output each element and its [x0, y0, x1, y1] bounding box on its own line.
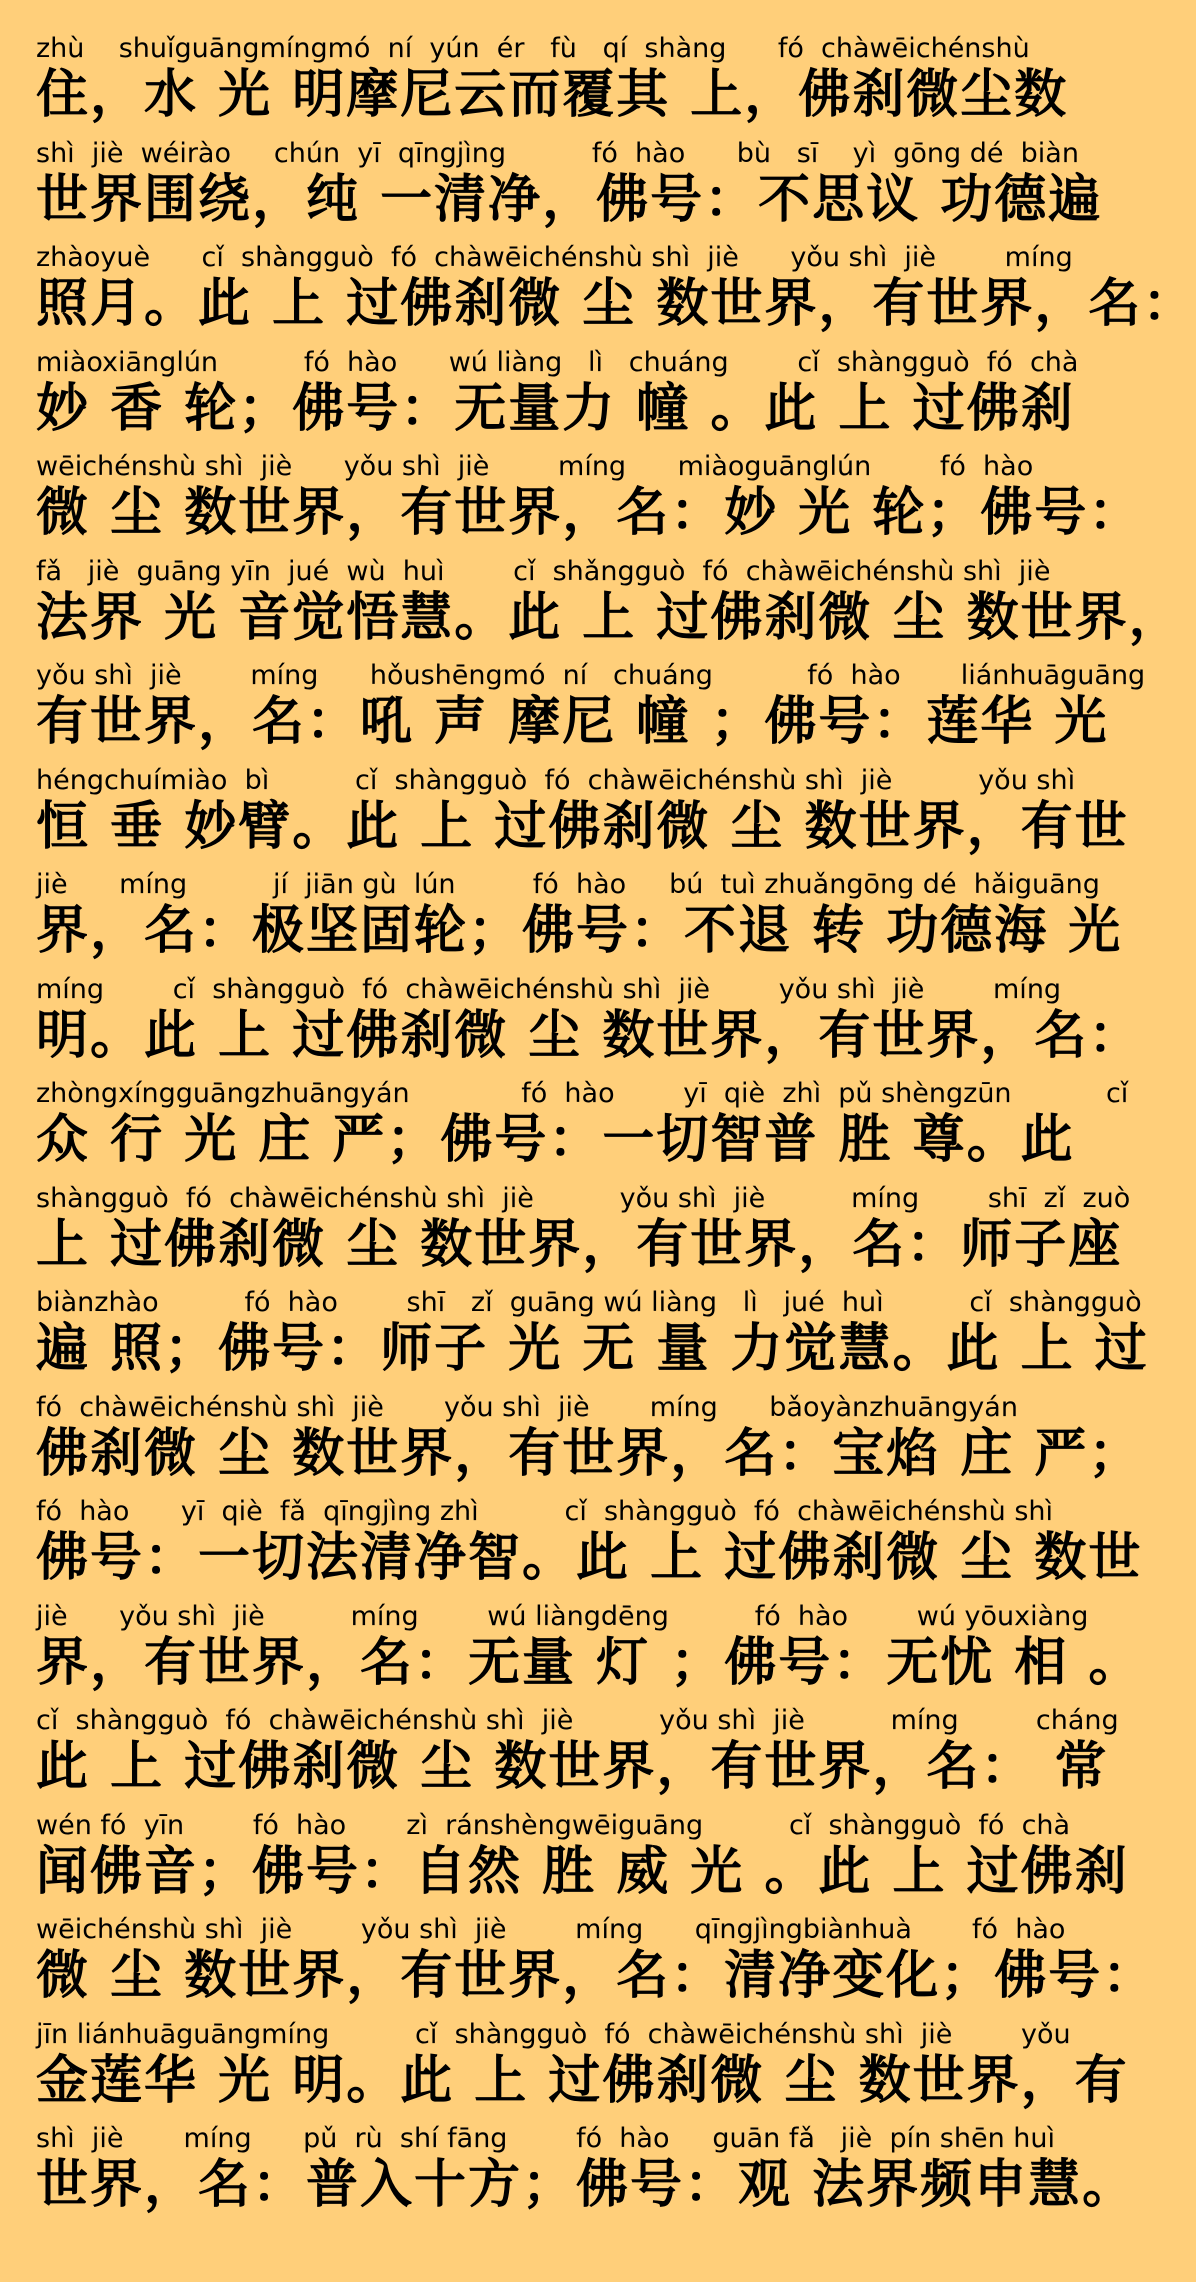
- pinyin-row: jiè yǒu shì jiè míng wú liàngdēng fó hào wú yōuxiàng: [36, 1600, 1089, 1632]
- pinyin-row: fó hào yī qiè fǎ qīngjìng zhì cǐ shàngguò fó chàwēichénshù shì: [36, 1496, 1054, 1527]
- pinyin-row: wén fó yīn fó hào zì ránshèngwēiguāng cǐ shàngguò fó chà: [36, 1809, 1071, 1841]
- hanzi-row: 妙 香 轮；佛号：无量力 幢 。此 上 过佛刹: [36, 378, 1075, 439]
- pinyin-row: míng cǐ shàngguò fó chàwēichénshù shì jiè yǒu shì jiè míng: [36, 973, 1062, 1005]
- hanzi-row: 上 过佛刹微 尘 数世界，有世界，名：师子座: [36, 1214, 1123, 1275]
- text-line: [36, 1809, 1129, 1916]
- hanzi-row: 恒 垂 妙臂。此 上 过佛刹微 尘 数世界，有世: [36, 796, 1129, 857]
- pinyin-row: biànzhào fó hào shī zǐ guāng wú liàng lì jué huì cǐ shàngguò: [36, 1287, 1142, 1318]
- text-line: [36, 451, 1143, 557]
- pinyin-row: shì jiè wéirào chún yī qīngjìng fó hào bù sī yì gōng dé biàn: [36, 137, 1079, 169]
- hanzi-row: 界，名：极坚固轮；佛号：不退 转 功德海 光: [36, 901, 1123, 961]
- hanzi-row: 众 行 光 庄 严；佛号：一切智普 胜 尊。此: [36, 1110, 1075, 1170]
- pinyin-row: miàoxiānglún fó hào wú liàng lì chuáng cǐ shàngguò fó chà: [36, 346, 1079, 378]
- hanzi-row: 有世界，名：吼 声 摩尼 幢 ；佛号：莲华 光: [36, 692, 1109, 752]
- text-line: [36, 1078, 1129, 1184]
- text-line: [36, 1496, 1143, 1602]
- text-line: [36, 33, 1069, 139]
- text-line: [36, 1182, 1131, 1289]
- hanzi-row: 法界 光 音觉悟慧。此 上 过佛刹微 尘 数世界，: [36, 587, 1183, 648]
- pinyin-row: zhù shuǐguāngmíngmó ní yún ér fù qí shàng fó chàwēichénshù: [36, 33, 1030, 64]
- hanzi-row: 微 尘 数世界，有世界，名：清净变化；佛号：: [36, 1946, 1157, 2006]
- text-line: [36, 1600, 1143, 1707]
- text-line: [36, 1705, 1119, 1811]
- pinyin-row: zhòngxíngguāngzhuāngyán fó hào yī qiè zhì pǔ shèngzūn cǐ: [36, 1078, 1129, 1109]
- hanzi-row: 佛刹微 尘 数世界，有世界，名：宝焰 庄 严；: [36, 1423, 1143, 1484]
- text-line: [36, 660, 1146, 766]
- text-line: [36, 973, 1143, 1080]
- pinyin-row: wēichénshù shì jiè yǒu shì jiè míng miàoguānglún fó hào: [36, 451, 1034, 482]
- hanzi-row: 界，有世界，名：无量 灯 ；佛号：无忧 相 。: [36, 1632, 1143, 1693]
- pinyin-row: fǎ jiè guāng yīn jué wù huì cǐ shǎngguò fó chàwēichénshù shì jiè: [36, 555, 1051, 587]
- text-line: [36, 555, 1183, 662]
- text-line: [36, 242, 1196, 348]
- pinyin-row: jiè míng jí jiān gù lún fó hào bú tuì zhuǎngōng dé hǎiguāng: [36, 869, 1100, 900]
- pinyin-row: fó chàwēichénshù shì jiè yǒu shì jiè míng bǎoyànzhuāngyán: [36, 1391, 1018, 1423]
- pinyin-row: shì jiè míng pǔ rù shí fāng fó hào guān fǎ jiè pín shēn huì: [36, 2123, 1055, 2154]
- pinyin-row: shàngguò fó chàwēichénshù shì jiè yǒu shì jiè míng shī zǐ zuò: [36, 1182, 1131, 1214]
- hanzi-row: 金莲华 光 明。此 上 过佛刹微 尘 数世界，有: [36, 2050, 1129, 2111]
- hanzi-row: 明。此 上 过佛刹微 尘 数世界，有世界，名：: [36, 1005, 1143, 1066]
- hanzi-row: 住，水 光 明摩尼云而覆其 上，佛刹微尘数: [36, 65, 1069, 125]
- pinyin-row: wēichénshù shì jiè yǒu shì jiè míng qīngjìngbiànhuà fó hào: [36, 1914, 1066, 1945]
- hanzi-row: 此 上 过佛刹微 尘 数世界，有世界，名： 常: [36, 1737, 1109, 1797]
- hanzi-row: 微 尘 数世界，有世界，名：妙 光 轮；佛号：: [36, 483, 1143, 543]
- pinyin-row: héngchuímiào bì cǐ shàngguò fó chàwēichénshù shì jiè yǒu shì: [36, 764, 1076, 796]
- hanzi-row: 遍 照；佛号：师子 光 无 量 力觉慧。此 上 过: [36, 1319, 1149, 1379]
- pinyin-row: jīn liánhuāguāngmíng cǐ shàngguò fó chàwēichénshù shì jiè yǒu: [36, 2018, 1071, 2050]
- hanzi-row: 闻佛音；佛号：自然 胜 威 光 。此 上 过佛刹: [36, 1841, 1129, 1902]
- hanzi-row: 照月。此 上 过佛刹微 尘 数世界，有世界，名：: [36, 274, 1196, 334]
- text-line: [36, 869, 1123, 975]
- pinyin-row: cǐ shàngguò fó chàwēichénshù shì jiè yǒu shì jiè míng cháng: [36, 1705, 1119, 1736]
- text-line: [36, 2018, 1129, 2125]
- text-line: [36, 1287, 1149, 1393]
- text-line: [36, 137, 1103, 244]
- hanzi-row: 世界，名：普入十方；佛号：观 法界频申慧。: [36, 2155, 1137, 2215]
- text-line: [36, 764, 1129, 871]
- pinyin-row: yǒu shì jiè míng hǒushēngmó ní chuáng fó hào liánhuāguāng: [36, 660, 1146, 691]
- pinyin-row: zhàoyuè cǐ shàngguò fó chàwēichénshù shì jiè yǒu shì jiè míng: [36, 242, 1073, 273]
- hanzi-row: 世界围绕，纯 一清净，佛号：不思议 功德遍: [36, 169, 1103, 230]
- text-line: [36, 2123, 1137, 2229]
- text-line: [36, 1391, 1143, 1498]
- hanzi-row: 佛号：一切法清净智。此 上 过佛刹微 尘 数世: [36, 1528, 1143, 1588]
- text-line: [36, 346, 1079, 453]
- text-line: [36, 1914, 1157, 2020]
